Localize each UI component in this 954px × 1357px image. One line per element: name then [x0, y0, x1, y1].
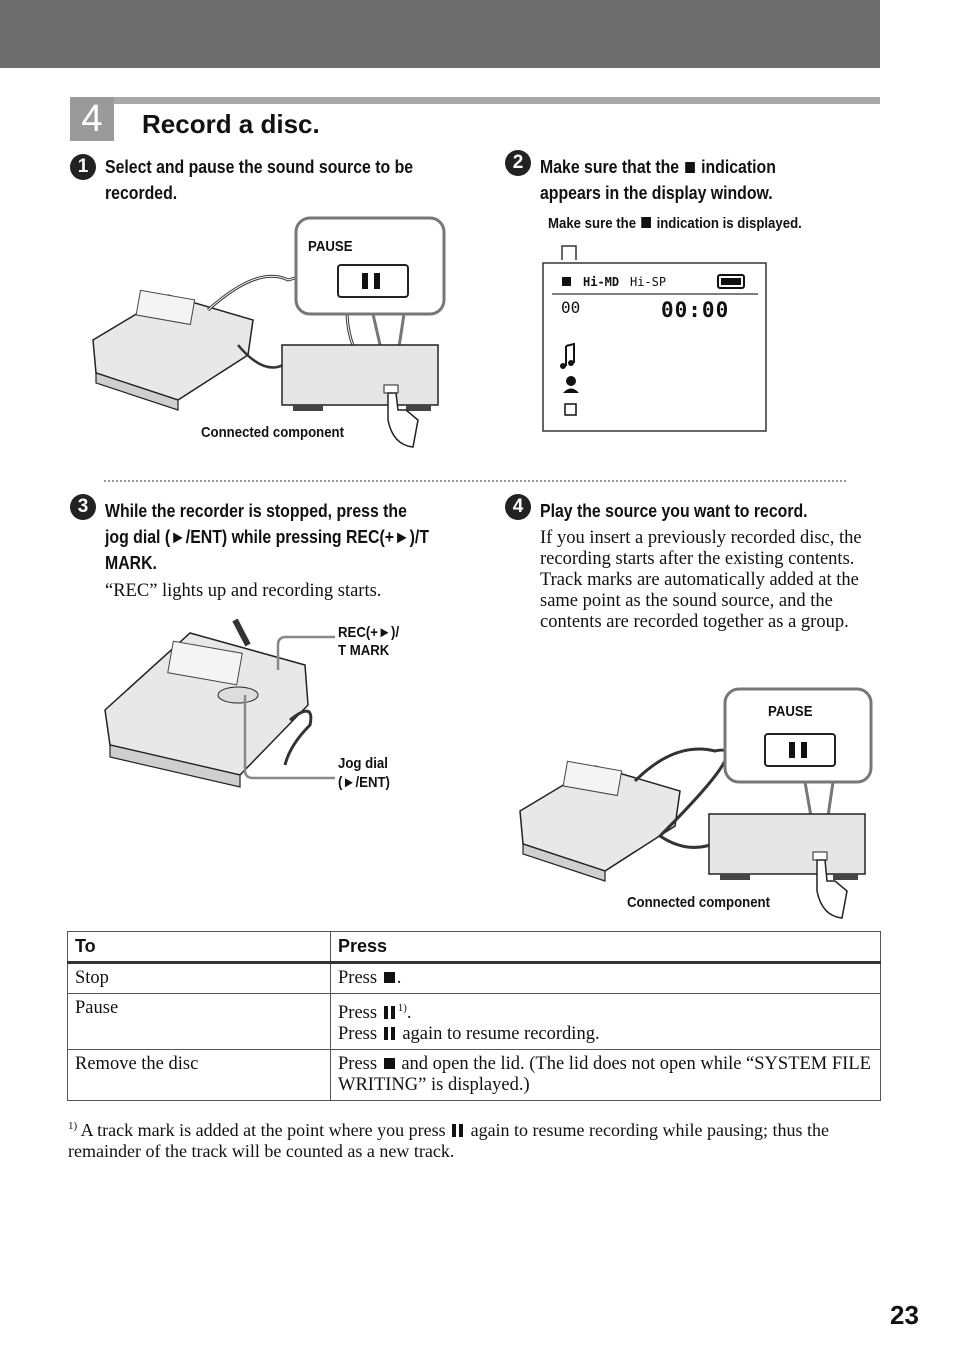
play-arrow-icon: ► — [377, 624, 392, 641]
step-4-body: If you insert a previously recorded disc, the recording starts after the existing contents. Track marks are automatically added at the same point as the sound source, and the contents are recorded together as a group. — [540, 528, 862, 632]
table-row — [68, 1050, 881, 1101]
section-title: Record a disc. — [142, 109, 320, 139]
pause-button-drawing — [338, 265, 408, 297]
stop-square-icon — [384, 1058, 395, 1069]
table-header-to: To — [68, 932, 331, 963]
step-4-title: Play the source you want to record. — [540, 501, 808, 521]
table-cell-press: Press $^{1)}$. Press again to resume recording. — [331, 994, 881, 1050]
pause-icon — [452, 1124, 464, 1137]
footnote: $^{1)}$ A track mark is added at the point where you press again to resume recording while pausing; thus the remainder of the track will be counted as a new track. — [68, 1120, 829, 1161]
play-arrow-icon: ► — [170, 527, 186, 547]
rec-tmark-label-2: T MARK — [338, 642, 390, 659]
table-cell-to: Pause — [68, 994, 331, 1050]
connected-component-label-2: Connected component — [627, 894, 771, 911]
connected-component-drawing — [282, 345, 438, 405]
time-readout: 00:00 — [661, 298, 730, 322]
pause-icon — [384, 1027, 396, 1040]
step-4-illustration — [515, 686, 875, 926]
step-1-illustration — [88, 215, 448, 455]
table-cell-to: Remove the disc — [68, 1050, 331, 1101]
stop-square-icon — [641, 217, 651, 228]
pause-button-drawing — [765, 734, 835, 766]
play-arrow-icon: ► — [393, 527, 410, 547]
display-window-illustration — [540, 236, 770, 436]
rec-tmark-label: REC(+►)/ — [338, 624, 400, 641]
table-row — [68, 963, 881, 994]
pause-icon — [384, 1006, 396, 1019]
connected-component-label-1: Connected component — [201, 424, 345, 441]
pause-label-2: PAUSE — [768, 703, 813, 720]
table-cell-press: Press . — [331, 963, 881, 994]
step-2-title: Make sure that the indication appears in the display window. — [540, 157, 776, 203]
step-3-title: While the recorder is stopped, press the jog dial (►/ENT) while pressing REC(+►)/T MARK. — [105, 501, 430, 573]
table-row — [68, 994, 881, 1050]
pause-label-1: PAUSE — [308, 238, 353, 255]
hi-sp-indicator: Hi-SP — [630, 275, 667, 289]
stop-square-icon — [685, 162, 695, 173]
step-3-number: 3 — [70, 494, 96, 520]
table-header-press: Press — [331, 932, 881, 963]
step-divider — [104, 480, 846, 482]
step-1-title: Select and pause the sound source to be recorded. — [105, 157, 414, 203]
jog-dial-label-2: (►/ENT) — [338, 774, 390, 791]
step-2-number: 2 — [505, 150, 531, 176]
connected-component-drawing — [709, 814, 865, 874]
table-cell-to: Stop — [68, 963, 331, 994]
track-number: 00 — [561, 298, 581, 317]
stop-square-icon — [384, 972, 395, 983]
page-number: 23 — [890, 1300, 919, 1330]
step-4-number: 4 — [505, 494, 531, 520]
jog-dial-label: Jog dial — [338, 755, 388, 772]
section-number: 4 — [70, 97, 114, 141]
make-sure-caption: Make sure the indication is displayed. — [548, 215, 802, 232]
header-band — [0, 0, 880, 68]
play-arrow-icon: ► — [342, 774, 356, 791]
section-rule — [70, 97, 880, 104]
step-3-body: “REC” lights up and recording starts. — [105, 581, 382, 601]
operations-table — [67, 931, 881, 1101]
artist-icon — [566, 376, 576, 386]
step-1-number: 1 — [70, 154, 96, 180]
table-cell-press: Press and open the lid. (The lid does not open while “SYSTEM FILE WRITING” is displayed.) — [331, 1050, 881, 1101]
stop-indicator — [562, 277, 571, 286]
hi-md-indicator: Hi-MD — [583, 275, 620, 289]
